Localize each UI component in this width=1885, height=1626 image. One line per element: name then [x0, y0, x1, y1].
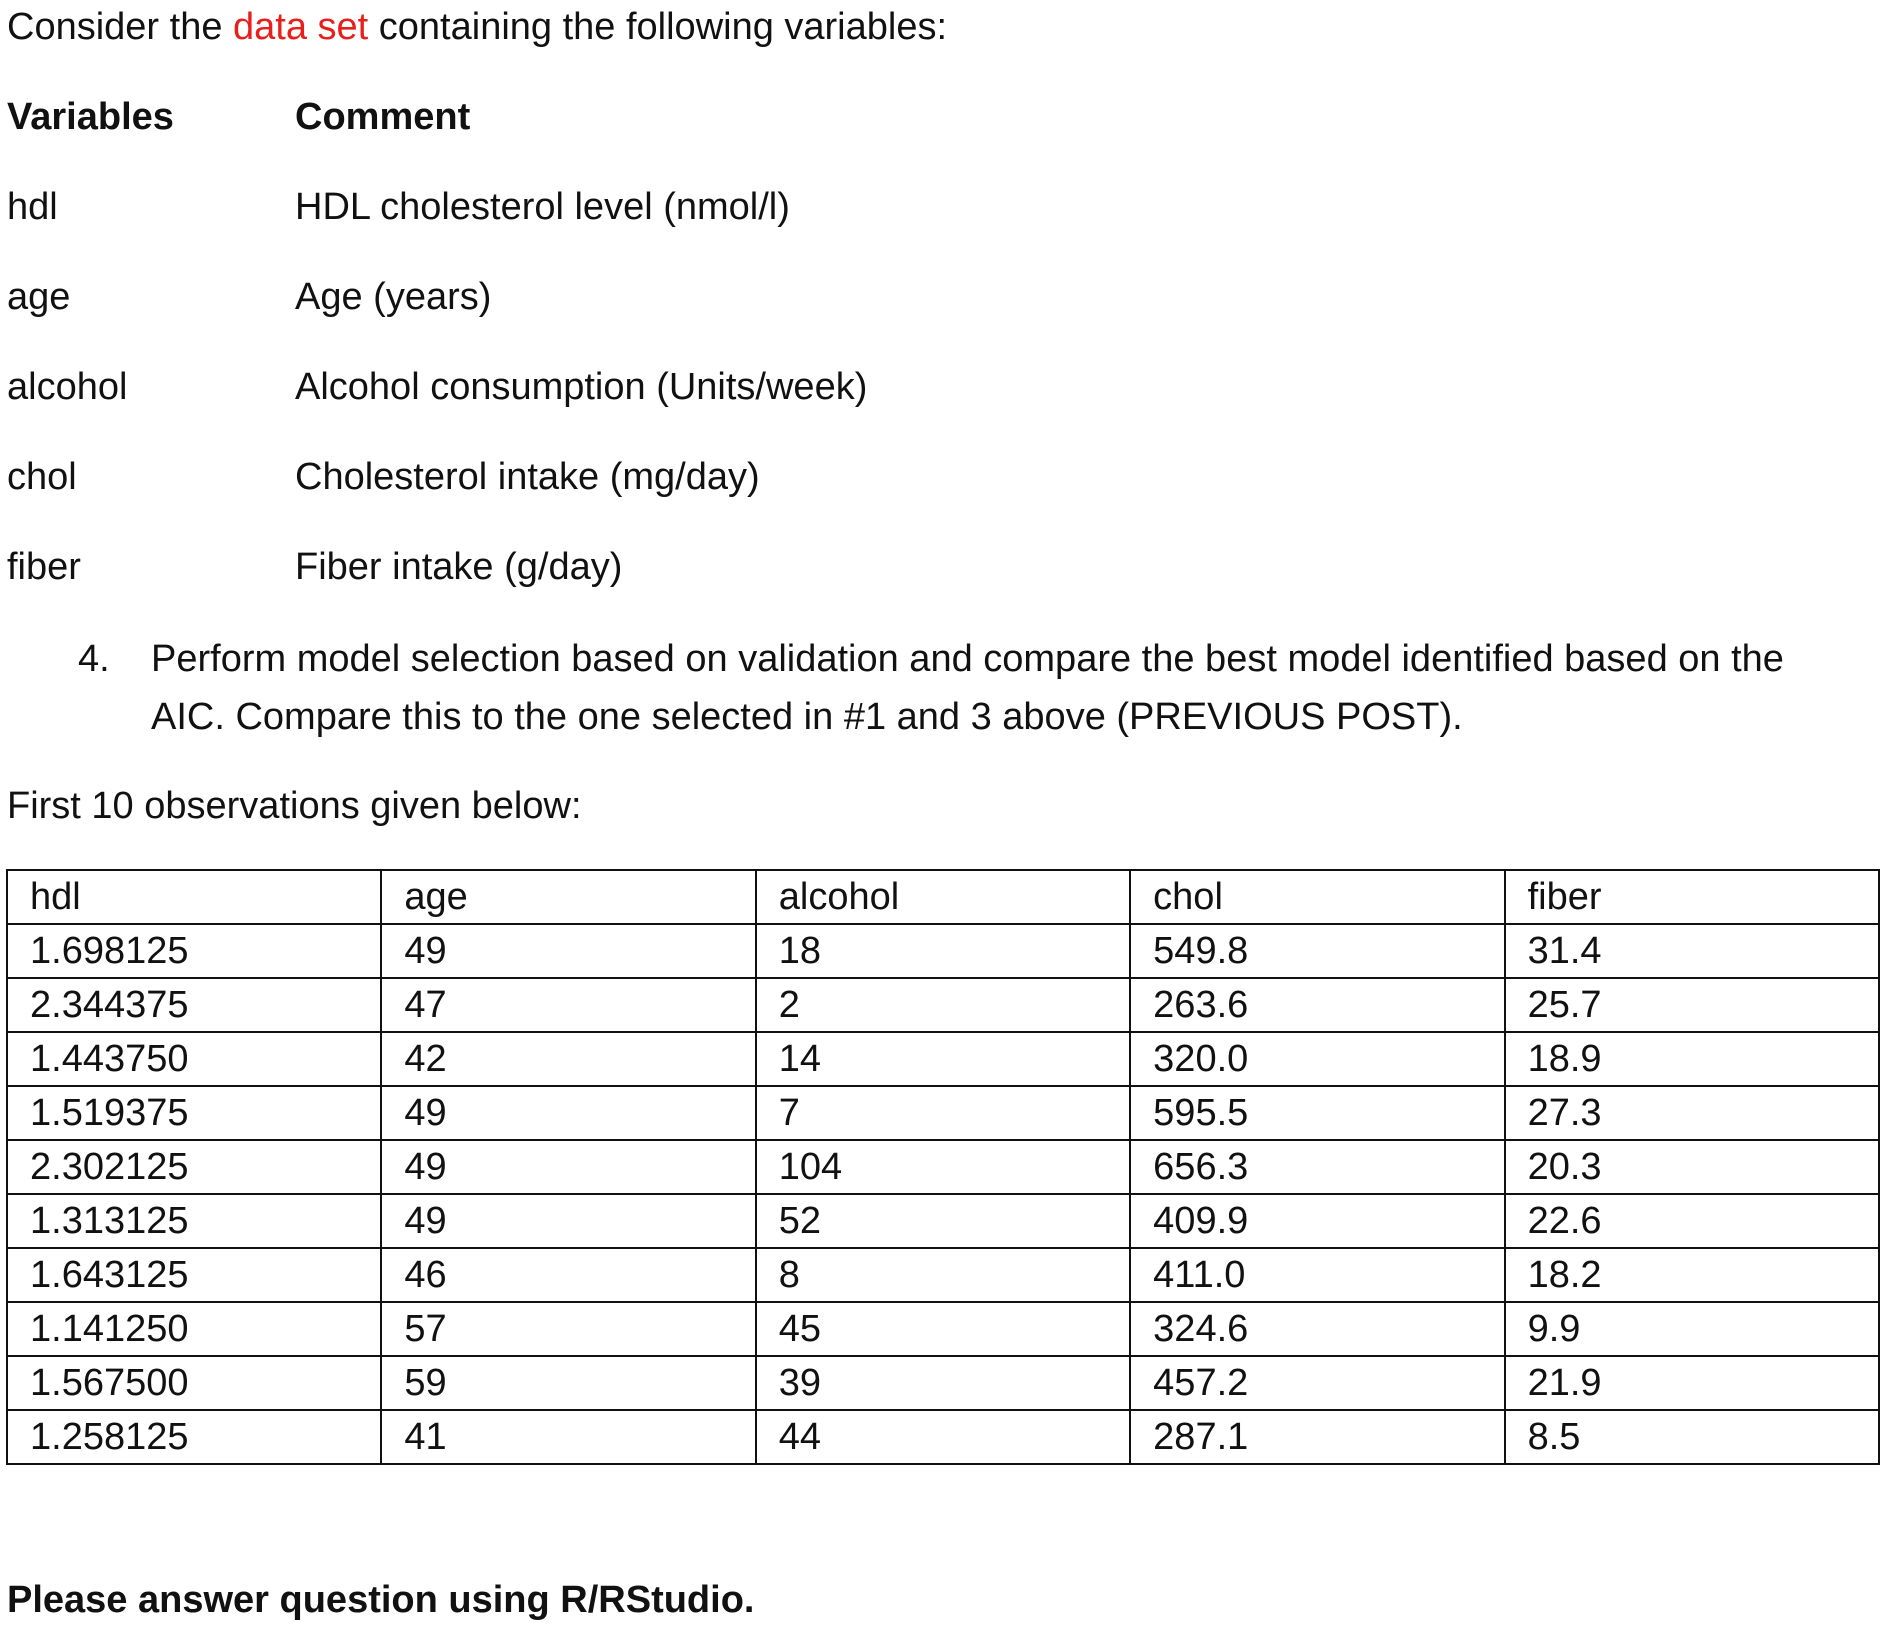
table-row [7, 1410, 1879, 1464]
cell-age: 41 [381, 1410, 755, 1464]
cell-hdl: 1.443750 [7, 1032, 381, 1086]
cell-hdl: 1.258125 [7, 1410, 381, 1464]
cell-chol: 287.1 [1130, 1410, 1504, 1464]
cell-age: 42 [381, 1032, 755, 1086]
cell-alcohol: 44 [756, 1410, 1130, 1464]
cell-hdl: 2.302125 [7, 1140, 381, 1194]
cell-fiber: 27.3 [1505, 1086, 1879, 1140]
cell-chol: 549.8 [1130, 924, 1504, 978]
variable-comment: Age (years) [295, 276, 492, 318]
cell-fiber: 9.9 [1505, 1302, 1879, 1356]
variables-column-header: Variables [7, 96, 174, 138]
variable-name: alcohol [7, 366, 128, 408]
cell-alcohol: 2 [756, 978, 1130, 1032]
cell-alcohol: 7 [756, 1086, 1130, 1140]
cell-fiber: 8.5 [1505, 1410, 1879, 1464]
cell-age: 49 [381, 1194, 755, 1248]
table-row [7, 924, 1879, 978]
table-row [7, 1302, 1879, 1356]
table-row [7, 978, 1879, 1032]
question-text: Perform model selection based on validation and compare the best model identified based on the AIC. Compare this to the one selected in #1 and 3 above (PREVIOUS POST). [151, 638, 1784, 738]
cell-chol: 656.3 [1130, 1140, 1504, 1194]
cell-alcohol: 8 [756, 1248, 1130, 1302]
observations-caption: First 10 observations given below: [7, 785, 582, 827]
cell-fiber: 18.9 [1505, 1032, 1879, 1086]
cell-alcohol: 45 [756, 1302, 1130, 1356]
cell-fiber: 31.4 [1505, 924, 1879, 978]
cell-alcohol: 52 [756, 1194, 1130, 1248]
column-header-age: age [381, 870, 755, 924]
cell-age: 46 [381, 1248, 755, 1302]
footer-instruction: Please answer question using R/RStudio. [7, 1579, 755, 1621]
variable-comment: Cholesterol intake (mg/day) [295, 456, 760, 498]
question-number: 4. [78, 638, 110, 680]
variable-name: chol [7, 456, 77, 498]
cell-chol: 595.5 [1130, 1086, 1504, 1140]
cell-chol: 263.6 [1130, 978, 1504, 1032]
observations-table [6, 869, 1880, 1465]
table-row [7, 1086, 1879, 1140]
intro-prefix: Consider the [7, 6, 234, 48]
cell-age: 49 [381, 1086, 755, 1140]
cell-alcohol: 39 [756, 1356, 1130, 1410]
cell-hdl: 1.519375 [7, 1086, 381, 1140]
cell-age: 59 [381, 1356, 755, 1410]
cell-chol: 324.6 [1130, 1302, 1504, 1356]
table-row [7, 1194, 1879, 1248]
column-header-chol: chol [1130, 870, 1504, 924]
variable-comment: Fiber intake (g/day) [295, 546, 623, 588]
cell-alcohol: 18 [756, 924, 1130, 978]
column-header-fiber: fiber [1505, 870, 1879, 924]
column-header-alcohol: alcohol [756, 870, 1130, 924]
variable-comment: HDL cholesterol level (nmol/l) [295, 186, 790, 228]
variable-name: hdl [7, 186, 58, 228]
cell-hdl: 1.698125 [7, 924, 381, 978]
variable-comment: Alcohol consumption (Units/week) [295, 366, 868, 408]
column-header-hdl: hdl [7, 870, 381, 924]
cell-chol: 457.2 [1130, 1356, 1504, 1410]
comment-column-header: Comment [295, 96, 471, 138]
cell-chol: 409.9 [1130, 1194, 1504, 1248]
table-row [7, 1140, 1879, 1194]
cell-hdl: 1.643125 [7, 1248, 381, 1302]
cell-age: 49 [381, 924, 755, 978]
cell-fiber: 21.9 [1505, 1356, 1879, 1410]
cell-fiber: 25.7 [1505, 978, 1879, 1032]
cell-alcohol: 14 [756, 1032, 1130, 1086]
cell-age: 49 [381, 1140, 755, 1194]
cell-age: 47 [381, 978, 755, 1032]
cell-hdl: 1.141250 [7, 1302, 381, 1356]
data-set-link[interactable]: data set [233, 6, 369, 48]
variable-name: fiber [7, 546, 81, 588]
cell-hdl: 1.567500 [7, 1356, 381, 1410]
intro-suffix: containing the following variables: [368, 6, 948, 48]
table-row [7, 1356, 1879, 1410]
cell-hdl: 2.344375 [7, 978, 381, 1032]
cell-fiber: 22.6 [1505, 1194, 1879, 1248]
intro-text [7, 4, 947, 50]
cell-fiber: 18.2 [1505, 1248, 1879, 1302]
cell-chol: 411.0 [1130, 1248, 1504, 1302]
table-header-row [7, 870, 1879, 924]
cell-chol: 320.0 [1130, 1032, 1504, 1086]
table-row [7, 1032, 1879, 1086]
cell-age: 57 [381, 1302, 755, 1356]
cell-alcohol: 104 [756, 1140, 1130, 1194]
table-row [7, 1248, 1879, 1302]
variable-name: age [7, 276, 71, 318]
cell-fiber: 20.3 [1505, 1140, 1879, 1194]
cell-hdl: 1.313125 [7, 1194, 381, 1248]
